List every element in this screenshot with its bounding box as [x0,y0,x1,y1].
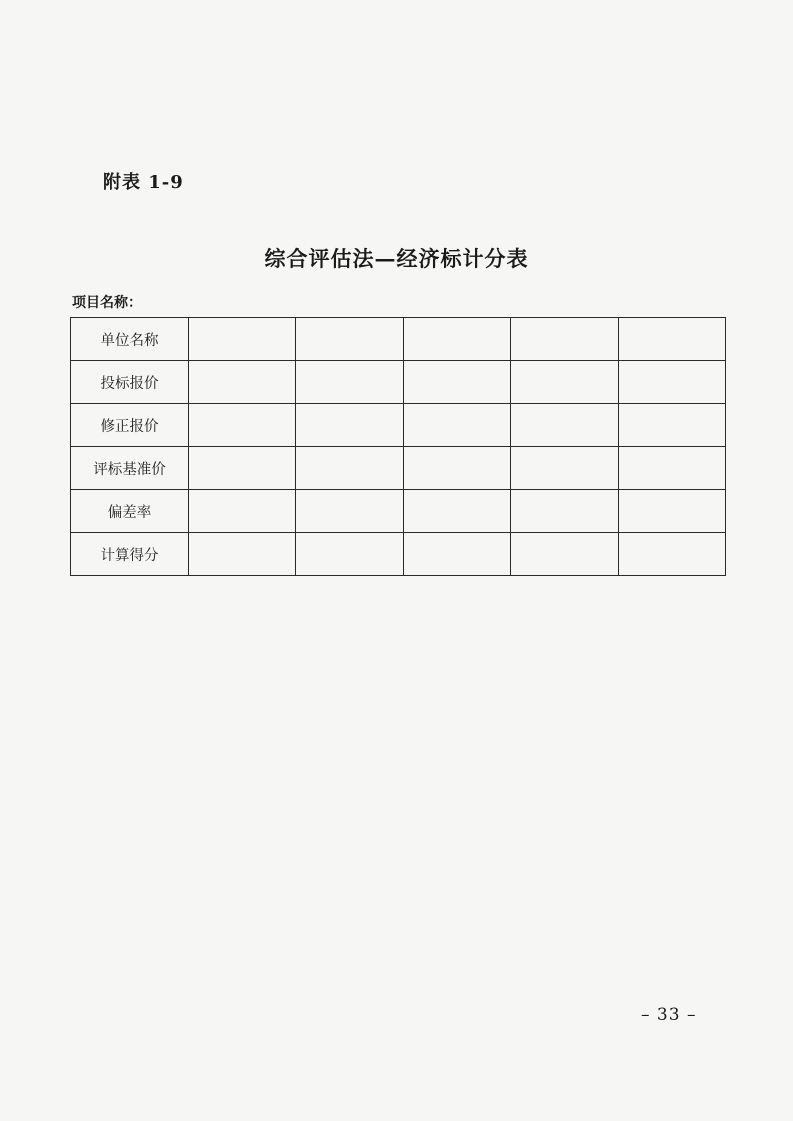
row-label: 单位名称 [71,318,189,361]
table-cell [511,490,618,533]
table-cell [403,361,510,404]
table-cell [618,447,725,490]
table-row [71,404,726,447]
score-table [70,317,726,576]
table-cell [296,533,403,576]
table-cell [189,447,296,490]
table-cell [618,404,725,447]
table-cell [189,404,296,447]
table-cell [296,490,403,533]
table-cell [511,533,618,576]
table-cell [618,490,725,533]
table-cell [403,447,510,490]
row-label: 评标基准价 [71,447,189,490]
table-cell [511,404,618,447]
table-cell [618,318,725,361]
table-cell [511,318,618,361]
table-cell [189,490,296,533]
page-number: – 33 – [641,1005,697,1025]
table-cell [296,318,403,361]
table-cell [618,533,725,576]
row-label: 投标报价 [71,361,189,404]
table-cell [189,361,296,404]
table-row [71,361,726,404]
table-cell [511,447,618,490]
table-cell [403,490,510,533]
table-row [71,533,726,576]
table-cell [403,533,510,576]
table-row [71,447,726,490]
table-cell [296,404,403,447]
table-cell [618,361,725,404]
table-cell [296,447,403,490]
project-name-label: 项目名称： [72,295,142,311]
page-title: 综合评估法—经济标计分表 [264,246,529,271]
table-cell [403,404,510,447]
row-label: 修正报价 [71,404,189,447]
table-cell [403,318,510,361]
table-row [71,318,726,361]
table-cell [296,361,403,404]
row-label: 计算得分 [71,533,189,576]
appendix-label: 附表 1-9 [103,172,184,193]
table-cell [189,533,296,576]
table-cell [189,318,296,361]
row-label: 偏差率 [71,490,189,533]
table-row [71,490,726,533]
table-cell [511,361,618,404]
